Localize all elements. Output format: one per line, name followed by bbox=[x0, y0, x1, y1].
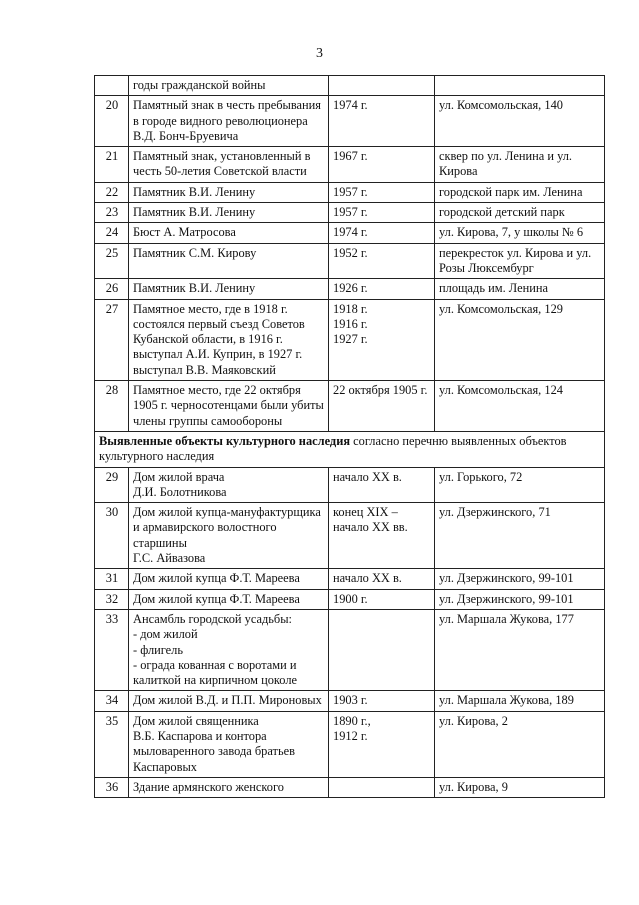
table-row bbox=[95, 609, 605, 690]
row-number: 32 bbox=[95, 589, 129, 609]
table-row bbox=[95, 279, 605, 299]
row-number: 29 bbox=[95, 467, 129, 503]
object-address: ул. Маршала Жукова, 177 bbox=[435, 609, 605, 690]
object-year: конец XIX – начало XX вв. bbox=[329, 503, 435, 569]
section-header bbox=[95, 431, 605, 467]
object-year: начало XX в. bbox=[329, 467, 435, 503]
object-year: 1974 г. bbox=[329, 96, 435, 147]
table-row bbox=[95, 711, 605, 777]
table-row bbox=[95, 96, 605, 147]
table-row bbox=[95, 76, 605, 96]
table-row bbox=[95, 182, 605, 202]
row-number: 23 bbox=[95, 203, 129, 223]
object-year: 1952 г. bbox=[329, 243, 435, 279]
row-number: 26 bbox=[95, 279, 129, 299]
object-address: ул. Комсомольская, 124 bbox=[435, 381, 605, 432]
table-row bbox=[95, 569, 605, 589]
object-name: Дом жилой купца Ф.Т. Мареева bbox=[129, 569, 329, 589]
object-name: Памятный знак в честь пребывания в городе видного революционера В.Д. Бонч-Бруевича bbox=[129, 96, 329, 147]
object-address: ул. Маршала Жукова, 189 bbox=[435, 691, 605, 711]
object-year: 1967 г. bbox=[329, 147, 435, 183]
object-address bbox=[435, 76, 605, 96]
table-row bbox=[95, 589, 605, 609]
object-year: 1890 г., 1912 г. bbox=[329, 711, 435, 777]
object-year bbox=[329, 777, 435, 797]
page-number: 3 bbox=[316, 46, 323, 61]
object-year: 1926 г. bbox=[329, 279, 435, 299]
row-number: 24 bbox=[95, 223, 129, 243]
table-row bbox=[95, 243, 605, 279]
row-number: 31 bbox=[95, 569, 129, 589]
object-address: ул. Дзержинского, 99-101 bbox=[435, 589, 605, 609]
object-name: Памятное место, где в 1918 г. состоялся первый съезд Советов Кубанской области, в 1916 г. выступал А.И. Куприн, в 1927 г. выступал В.В. Маяковский bbox=[129, 299, 329, 380]
row-number: 28 bbox=[95, 381, 129, 432]
object-year: 1918 г. 1916 г. 1927 г. bbox=[329, 299, 435, 380]
object-address: городской парк им. Ленина bbox=[435, 182, 605, 202]
object-name: Памятный знак, установленный в честь 50-летия Советской власти bbox=[129, 147, 329, 183]
row-number: 20 bbox=[95, 96, 129, 147]
object-name: Памятник В.И. Ленину bbox=[129, 279, 329, 299]
object-address: ул. Комсомольская, 140 bbox=[435, 96, 605, 147]
object-name: Дом жилой врача Д.И. Болотникова bbox=[129, 467, 329, 503]
section-header-row bbox=[95, 431, 605, 467]
object-address: сквер по ул. Ленина и ул. Кирова bbox=[435, 147, 605, 183]
section-title-bold: Выявленные объекты культурного наследия bbox=[99, 433, 351, 448]
row-number: 25 bbox=[95, 243, 129, 279]
table-row bbox=[95, 223, 605, 243]
object-year bbox=[329, 76, 435, 96]
monuments-table bbox=[94, 75, 605, 798]
object-year bbox=[329, 609, 435, 690]
object-year: 1957 г. bbox=[329, 182, 435, 202]
row-number: 21 bbox=[95, 147, 129, 183]
table-row bbox=[95, 467, 605, 503]
table-row bbox=[95, 777, 605, 797]
table-row bbox=[95, 691, 605, 711]
table-row bbox=[95, 503, 605, 569]
object-name: Дом жилой священника В.Б. Каспарова и контора мыловаренного завода братьев Каспаровых bbox=[129, 711, 329, 777]
object-name: годы гражданской войны bbox=[129, 76, 329, 96]
table-row bbox=[95, 147, 605, 183]
row-number: 22 bbox=[95, 182, 129, 202]
object-name: Памятник В.И. Ленину bbox=[129, 182, 329, 202]
table-row bbox=[95, 381, 605, 432]
row-number: 27 bbox=[95, 299, 129, 380]
object-address: ул. Комсомольская, 129 bbox=[435, 299, 605, 380]
object-name: Дом жилой купца Ф.Т. Мареева bbox=[129, 589, 329, 609]
row-number: 36 bbox=[95, 777, 129, 797]
row-number: 34 bbox=[95, 691, 129, 711]
object-address: ул. Кирова, 9 bbox=[435, 777, 605, 797]
row-number: 35 bbox=[95, 711, 129, 777]
object-year: 1900 г. bbox=[329, 589, 435, 609]
object-name: Бюст А. Матросова bbox=[129, 223, 329, 243]
object-address: городской детский парк bbox=[435, 203, 605, 223]
row-number: 33 bbox=[95, 609, 129, 690]
object-name: Дом жилой купца-мануфактурщика и армавирского волостного старшины Г.С. Айвазова bbox=[129, 503, 329, 569]
object-year: начало XX в. bbox=[329, 569, 435, 589]
object-name: Памятное место, где 22 октября 1905 г. черносотенцами были убиты члены группы самообороны bbox=[129, 381, 329, 432]
object-year: 1974 г. bbox=[329, 223, 435, 243]
object-address: ул. Дзержинского, 99-101 bbox=[435, 569, 605, 589]
table-row bbox=[95, 203, 605, 223]
object-name: Дом жилой В.Д. и П.П. Мироновых bbox=[129, 691, 329, 711]
object-year: 1903 г. bbox=[329, 691, 435, 711]
object-name: Здание армянского женского bbox=[129, 777, 329, 797]
object-address: ул. Кирова, 7, у школы № 6 bbox=[435, 223, 605, 243]
object-address: перекресток ул. Кирова и ул. Розы Люксембург bbox=[435, 243, 605, 279]
object-address: ул. Горького, 72 bbox=[435, 467, 605, 503]
object-address: ул. Дзержинского, 71 bbox=[435, 503, 605, 569]
object-name: Памятник В.И. Ленину bbox=[129, 203, 329, 223]
object-name: Памятник С.М. Кирову bbox=[129, 243, 329, 279]
object-address: ул. Кирова, 2 bbox=[435, 711, 605, 777]
object-name: Ансамбль городской усадьбы: - дом жилой - флигель - ограда кованная с воротами и калиткой на кирпичном цоколе bbox=[129, 609, 329, 690]
object-address: площадь им. Ленина bbox=[435, 279, 605, 299]
object-year: 1957 г. bbox=[329, 203, 435, 223]
table-row bbox=[95, 299, 605, 380]
section-title-rest: согласно перечню выявленных объектов культурного наследия bbox=[99, 433, 567, 464]
row-number bbox=[95, 76, 129, 96]
row-number: 30 bbox=[95, 503, 129, 569]
object-year: 22 октября 1905 г. bbox=[329, 381, 435, 432]
